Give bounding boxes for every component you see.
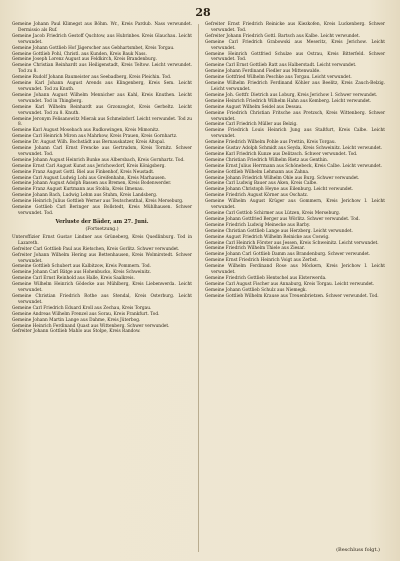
casualty-entry: Gemeine Wilhelm Heinrich Gödecke aus Mühlberg, Kreis Liebenwerda. Leicht verwundet. (12, 282, 192, 294)
casualty-entry: Gemeine Johann Carl Gottlieb Damm aus Brandenburg. Schwer verwundet. (205, 252, 371, 258)
casualty-entry: Gemeine Carl Friedrich Grabowski aus Meseritz, Kreis Jerichow. Leicht verwundet. (205, 39, 385, 51)
casualty-entry: Gefreiter Carl Gottlieb Paul aus Rietschen, Kreis Gorlitz. Schwer verwundet. (12, 246, 180, 252)
casualty-entry: Gemeine Christian Gottlieb Lange aus Herzberg. Leicht verwundet. (205, 228, 353, 234)
casualty-entry: Gemeine Karl August Mosebach aus Rudkowingen, Kreis Mimonitz. (12, 128, 160, 134)
casualty-list-right (205, 22, 385, 300)
casualty-entry: Gemeine Carl August Fischer aus Annaburg, Kreis Torgau. Leicht verwundet. (205, 281, 375, 287)
casualty-entry: Gefreiter Ernst Friedrich Reinicke aus Kiezkofen, Kreis Luckenberg. Schwer verwundet. Tod. (205, 22, 385, 33)
casualty-entry: Gemeine Friedrich Christian Fritsche aus Pretzsch, Kreis Wittenberg. Schwer verwundet. (205, 110, 385, 122)
casualty-entry: Gemeine Gottlieb Carl Beringer aus Bollstedt, Kreis Mühlhausen. Schwer verwundet. Tod. (12, 205, 192, 216)
casualty-entry: Gemeine Johann Christoph Heyne aus Eilenburg. Leicht verwundet. (205, 187, 354, 193)
casualty-entry: Gemeine Gottlieb Pohl, Christl. aus Kunden, Kreis Bauk Nass. (12, 51, 147, 57)
casualty-entry: Gemeine Dr. August Wilh. Bochstädt aus Bernauskatzer, Kreis Altspal. (12, 140, 166, 146)
casualty-entry: Gemeine Heinrich Julius Gottlieb Werner aus Teutschenthal, Kreis Merseburg. (12, 199, 184, 205)
left-column (12, 22, 192, 335)
casualty-entry: Gemeine Johann August Heinrich Bunke aus Albersbach, Kreis Gornhartz. Tod. (12, 157, 185, 163)
casualty-entry: Unteroffizier Ernst Gustav Lindner aus Grüneberg, Kreis Quedlinburg. Tod in Lazareth. (12, 234, 192, 246)
continuation-note: (Beschluss folgt.) (336, 547, 380, 553)
casualty-entry: Gemeine Friedrich Louis Heinrich Jung aus Staßfurt, Kreis Calbe. Leicht verwundet. (205, 128, 385, 140)
casualty-entry: Gemeine Joh. Gottfr. Dietrich aus Loburg, Kreis Jerichow I. Schwer verwundet. (205, 92, 378, 98)
casualty-entry: Gemeine Carl Ludwig Bauer aus Aken, Kreis Calbe. (205, 181, 318, 187)
casualty-entry: Gemeine Christian Friedrich Rothe aus Stendal, Kreis Osterburg. Leicht verwundet. (12, 293, 192, 305)
casualty-entry: Gemeine Johann Carl Bätge aus Hohenbucko, Kreis Schweinitz. (12, 270, 152, 276)
casualty-entry: Gemeine Carl Heinrich Förster aus Jessen, Kreis Schweinitz. Leicht verwundet. (205, 240, 379, 246)
casualty-entry: Gemeine Jacob Friedrich Gestoff Quchtow, aus Hubrinbes. Kreis Glauchau. Leicht verwundet. (12, 33, 192, 45)
casualty-entry: Gemeine Heinrich Gottfried Schulze aus Ostrau, Kreis Bitterfeld. Schwer verwundet. Tod. (205, 51, 385, 63)
casualty-entry: Gemeine Johann Friedrich Wilhelm Ohle aus Burg. Schwer verwundet. (205, 175, 360, 181)
section-subtitle: (Fortsetzung.) (85, 226, 119, 232)
casualty-entry: Gemeine Ernst Carl August Kunst aus Jerichowdorf, Kreis Königsberg. (12, 163, 166, 169)
casualty-entry: Gemeine Johann August Wilhelm Mennicher aus Kahl, Kreis Knuthen. Leicht verwundet. Tod in Thingberg. (12, 92, 192, 104)
casualty-entry: Gemeine Friedrich Ludwig Meinecke aus Barby. (205, 222, 311, 228)
casualty-entry: Gemeine Johann August Adolph Bassen aus Bremen, Kreis Bodenwerder. (12, 181, 172, 187)
casualty-entry: Gemeine Carl Friedrich Eduard Kroll aus Zechau, Kreis Torgau. (12, 305, 152, 311)
casualty-entry: Gemeine Franz August Kurtmann aus Stobla, Kreis Ilmenau. (12, 187, 145, 193)
column-divider (198, 24, 199, 552)
casualty-entry: Gemeine Johann Martin Lange aus Dahme, Kreis Jüterbog. (12, 317, 141, 323)
casualty-entry: Gefreiter Johann Wilhelm Hering aus Bettenhausen, Kreis Wolmirstedt. Schwer verwundet. (12, 252, 192, 264)
casualty-entry: Gemeine Christian Reinhardt aus Heiligenstadt, Kreis Teltow. Leicht verwundet. Tod zu 8. (12, 63, 192, 75)
casualty-entry: Gemeine Friedrich August Körner aus Oschatz. (205, 193, 309, 199)
right-column (205, 22, 385, 300)
casualty-entry: Gemeine Carl Heinrich Miron aus Mahrkow, Kreis Prauen, Kreis Gornhartz. (12, 134, 178, 140)
casualty-entry: Gemeine Johann Gottlieb Schulz aus Niemegk. (205, 287, 307, 293)
casualty-entry: Gemeine Gottlieb Wilhelm Krause aus Treuenbrietzen. Schwer verwundet. Tod. (205, 293, 379, 299)
casualty-entry: Gemeine Johann Carl Ernst Frencke aus Gertrudsm, Kreis Tornitz. Schwer verwundet. Tod. (12, 146, 192, 157)
casualty-entry: Gemeine Jeronym Felisanowitz Mierak aus Schmelzdorf. Leicht verwundet. Tod zu 8. (12, 116, 192, 128)
casualty-entry: Gemeine Johann Gottfried Berger aus Wörlitz. Schwer verwundet. Tod. (205, 216, 360, 222)
casualty-entry: Gemeine Carl Friedrich Müller aus Belzig. (205, 122, 298, 128)
casualty-entry: Gemeine August Wilhelm Seidel aus Dessau. (205, 104, 303, 110)
casualty-entry: Gemeine Gottfried Wilhelm Peschke aus Torgau. Leicht verwundet. (205, 75, 352, 81)
casualty-entry: Gemeine Carl Ernst Gottlieb Ratt aus Halberstadt. Leicht verwundet. (205, 63, 357, 69)
casualty-list-bottom (12, 235, 192, 335)
casualty-entry: Gemeine Gottlieb Schubert aus Kalbitzow, Kreis Pommern. Tod. (12, 264, 152, 270)
casualty-entry: Gemeine Karl Friedrich Kunze aus Delitzsch. Schwer verwundet. Tod. (205, 151, 358, 157)
casualty-entry: Gemeine Rudolf Johann Baumeister aus Seebadberg, Kreis Pleichin. Tod. (12, 75, 172, 81)
casualty-entry: Gemeine Carl August Ludwig Lohi aus Greifenhahn, Kreis Marhausen. (12, 175, 167, 181)
casualty-entry: Gemeine Gustav Adolph Schmidt aus Seyda, Kreis Schweinitz. Leicht verwundet. (205, 146, 383, 152)
casualty-entry: Gemeine Johann Paul Klimegst aus Böhm. Wr., Kreis Pardub. Nass verwundet. Dermissio als Ruf. (12, 22, 192, 33)
casualty-entry: Gefreiter Johann Friedrich Gottl. Bartsch aus Kalbe. Leicht verwundet. (205, 33, 360, 39)
casualty-entry: Gemeine Johann Gottlieb Hof Jägerscher aus Gebhartsmbet, Kreis Torgau. (12, 45, 175, 51)
casualty-entry: Gemeine Joseph Lorenz August aus Feldkirch, Kreis Brandenburg. (12, 57, 157, 63)
casualty-entry: Gemeine Christian Friedrich Wilhelm Rietz aus Genthin. (205, 157, 329, 163)
casualty-entry: Gemeine Wilhelm August Krüger aus Gommern, Kreis Jerichow I. Leicht verwundet. (205, 199, 385, 211)
casualty-entry: Gemeine Friedrich Wilhelm Pohle aus Prettin, Kreis Torgau. (205, 140, 336, 146)
casualty-entry: Gemeine Carl Gottlob Schirmer aus Lützen, Kreis Merseburg. (205, 211, 341, 216)
page-number: 28 (195, 6, 211, 19)
casualty-entry: Gemeine Heinrich Friedrich Wilhelm Hahn aus Kemberg. Leicht verwundet. (205, 98, 372, 104)
casualty-list-top (12, 22, 192, 217)
casualty-entry: Gemeine Heinrich Ferdinand Quast aus Wittenberg. Schwer verwundet. (12, 323, 170, 329)
casualty-entry: Gemeine Franz August Gottl. Biel aus Finkenhof, Kreis Neustadt. (12, 169, 155, 175)
section-title: Verluste der Bäder, am 27. Juni. (55, 218, 149, 225)
casualty-entry: Gefreiter Johann Gottlieb Mahlo aus Stolpe, Kreis Randow. (12, 329, 141, 335)
casualty-entry: Gemeine Ernst Friedrich Heinrich Voigt aus Zerbst. (205, 258, 319, 264)
casualty-entry: Gemeine Karl Johann August Arends aus Klingenberg, Kreis Sem. Leicht verwundet. Tod zu Knuth. (12, 81, 192, 92)
casualty-entry: Gemeine Gottlieb Wilhelm Lehmann aus Zahna. (205, 169, 310, 175)
casualty-entry: Gemeine Ernst Julius Herrmann aus Schönebeck, Kreis Calbe. Leicht verwundet. (205, 163, 383, 169)
casualty-entry: Gemeine Friedrich Wilhelm Thiele aus Ziesar. (205, 246, 305, 252)
casualty-entry: Gemeine Karl Wilhelm Reinhardt aus Grzonzoglot, Kreis Gerbeltz. Leicht verwundet. Tod zu 8. Knuth. (12, 104, 192, 116)
casualty-entry: Gemeine Johann Bach, Ludwig Lehm aus Stuhm, Kreis Landsberg. (12, 193, 158, 199)
casualty-entry: Gemeine August Friedrich Wilhelm Reinicke aus Coswig. (205, 234, 330, 240)
casualty-entry: Gemeine Wilhelm Friedrich Ferdinand Köhler aus Beelitz, Kreis Zauch-Belzig. Leicht verwundet. (205, 81, 385, 92)
casualty-entry: Gemeine Johann Ferdinand Fiedler aus Mittenwalde. (205, 69, 321, 75)
casualty-entry: Gemeine Carl Ernst Reinhold aus Halle, Kreis Saalkreis. (12, 276, 135, 282)
casualty-entry: Gemeine Friedrich Gottlieb Hentschel aus Elsterwerda. (205, 275, 327, 281)
casualty-entry: Gemeine Wilhelm Ferdinand Rose aus Möckern, Kreis Jerichow I. Leicht verwundet. (205, 264, 385, 276)
casualty-entry: Gemeine Andreas Wilhelm Frenzel aus Sorau, Kreis Frankfurt. Tod. (12, 311, 160, 317)
